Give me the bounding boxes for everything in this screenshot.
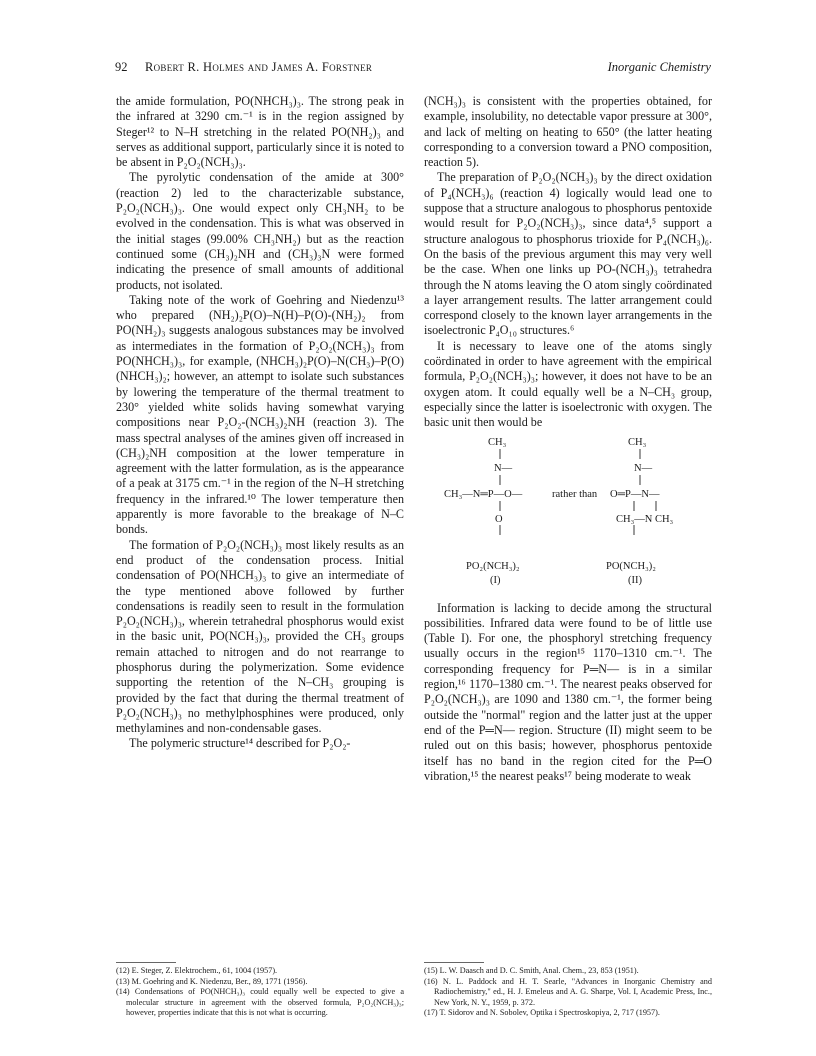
footnote: (14) Condensations of PO(NHCH₃)₃ could equally well be expected to give a molecular structure in agreement with the observed formula, P₂O₂(NCH₃)₃; however, properties indicate that this is not what is occurring. [116,987,404,1018]
formula-label: PO₂(NCH₃)₂ [466,560,520,572]
footnotes-right [424,966,712,1019]
paragraph: Information is lacking to decide among the structural possibilities. Infrared data were found to be of little use (Table I). For one, the phosphoryl stretching frequency usually occurs in the region¹⁵ 1170–1310 cm.⁻¹. The corresponding frequency for P═N— is in a similar region,¹⁶ 1170–1380 cm.⁻¹. The nearest peaks observed for P₂O₂(NCH₃)₃ are 1090 and 1380 cm.⁻¹, the former being outside the "normal" region and the latter just at the upper end of the P═N— region. Structure (II) might seem to be ruled out on this basis; however, phosphorus pentoxide itself has no band in the region cited for the P═O vibration,¹⁵ the nearest peaks¹⁷ being moderate to weak [424,600,712,783]
chain-label: CH₃—N═P—O— [444,488,523,500]
footnote: (15) L. W. Daasch and D. C. Smith, Anal. Chem., 23, 853 (1951). [424,966,639,975]
paragraph: The polymeric structure¹⁴ described for P₂O₂- [129,736,351,751]
right-column [424,94,712,784]
nitrogen-label: N— [494,462,513,474]
footnote-rule [116,962,176,963]
oxygen-label: O [495,513,503,525]
paragraph: Taking note of the work of Goehring and Niedenzu¹³ who prepared (NH₂)₂P(O)–N(H)–P(O)-(NH₂)₂ from PO(NH₂)₃ suggests analogous substances may be involved as intermediates in the formation of P₂O₂(NCH₃)₃ from PO(NHCH₃)₃, for example, (NHCH₃)₂P(O)–N(CH₃)–P(O)(NHCH₃)₂; however, an attempt to isolate such substances by lowering the temperature of the thermal treatment to 230° yielded white solids having somewhat varying compositions near P₂O₂-(NCH₃)₂NH (reaction 3). The mass spectral analyses of the amines given off increased in (CH₃)₂NH composition at the lower temperature in agreement with the latter formulation, as is the appearance of a peak at 3175 cm.⁻¹ in the region of the N–H stretching frequency in the infrared.¹⁰ The lower temperature then apparently is more favorable to the breakage of N–C bonds. [116,292,404,537]
nitrogen-label: N— [634,462,653,474]
formula-label: PO(NCH₃)₂ [606,560,656,572]
page-number: 92 [115,60,128,74]
left-column [116,94,404,752]
footnotes-left [116,966,404,1019]
structure-number: (I) [490,574,501,586]
running-authors: Robert R. Holmes and James A. Forstner [145,60,373,74]
footnote: (16) N. L. Paddock and H. T. Searle, "Advances in Inorganic Chemistry and Radiochemistry," ed., H. J. Emeleus and A. G. Sharpe, Vol. I, Academic Press, Inc., New York, N. Y., 1959, p. 372. [424,976,712,1007]
journal-name: Inorganic Chemistry [607,60,711,74]
footnote-rule [424,962,484,963]
methyl-label: CH₃ [488,436,507,448]
paragraph: (NCH₃)₃ is consistent with the properties obtained, for example, insolubility, no detectable vapor pressure at 300°, and lack of melting on heating to 650° (the latter heating corresponding to a conversion toward a PNO composition, reaction 5). [424,94,712,170]
methyl-label: CH₃ [628,436,647,448]
paragraph: The preparation of P₂O₂(NCH₃)₃ by the direct oxidation of P₄(NCH₃)₆ (reaction 4) logically would lead one to suppose that a structure analogous to phosphorus pentoxide would result for P₂O₂(NCH₃)₃, since data⁴,⁵ support a structure analogous to phosphorus trioxide for P₄(NCH₃)₆. On the basis of the previous argument this may very well be the case. When one links up PO-(NCH₃)₃ tetrahedra through the N atoms leaving the O atom singly coördinated a layer arrangement results. The latter arrangement could correspond closely to the known layer arrangements in the isoelectronic P₄O₁₀ structures.⁶ [424,170,712,338]
chain-label: O═P—N— [610,488,660,500]
structure-number: (II) [628,574,642,586]
footnote: (13) M. Goehring and K. Niedenzu, Ber., 89, 1771 (1956). [116,976,308,986]
paragraph: The formation of P₂O₂(NCH₃)₃ most likely results as an end product of the condensation process. Initial condensation of PO(NHCH₃)₃ to give an intermediate of the type mentioned above followed by further condensations is readily seen to result in the formulation P₂O₂(NCH₃)₃, wherein tetrahedral phosphorus would exist in the basic unit, PO(NCH₃)₃, provided the CH₃ groups remain attached to nitrogen and do not rearrange to phosphorus during the polymerization. Some evidence supporting the retention of the N–CH₃ grouping is provided by the fact that during the thermal treatment of P₂O₂(NCH₃)₃ no methylphosphines were produced, only methylamines and non-condensable gases. [116,537,404,736]
running-header [115,60,711,78]
paragraph: the amide formulation, PO(NHCH₃)₃. The strong peak in the infrared at 3290 cm.⁻¹ is in the region assigned by Steger¹² to N–H stretching in the related PO(NH₂)₃ and serves as additional support, particularly since it is noted to be absent in P₂O₂(NCH₃)₃. [116,94,404,170]
paragraph: The pyrolytic condensation of the amide at 300° (reaction 2) led to the characterizable substance, P₂O₂(NCH₃)₃. One would expect only CH₃NH₂ to be evolved in the condensation. This is what was observed in the initial stages (99.00% CH₃NH₂) but as the reaction continued some (CH₃)₂NH and (CH₃)₃N were formed indicating the presence of small amounts of additional products, not isolated. [116,170,404,292]
bottom-label: CH₃—N CH₃ [616,513,674,525]
rather-than-label: rather than [552,488,598,500]
footnote: (17) T. Sidorov and N. Sobolev, Optika i Spectroskopiya, 2, 717 (1957). [424,1008,660,1018]
footnote: (12) E. Steger, Z. Elektrochem., 61, 1004 (1957). [116,966,278,975]
structure-diagram [424,435,712,593]
paragraph: It is necessary to leave one of the atoms singly coördinated in order to have agreement with the empirical formula, P₂O₂(NCH₃)₃; however, it does not have to be an oxygen atom. It could equally well be a N–CH₃ group, especially since the latter is isoelectronic with oxygen. The basic unit then would be [424,338,712,430]
